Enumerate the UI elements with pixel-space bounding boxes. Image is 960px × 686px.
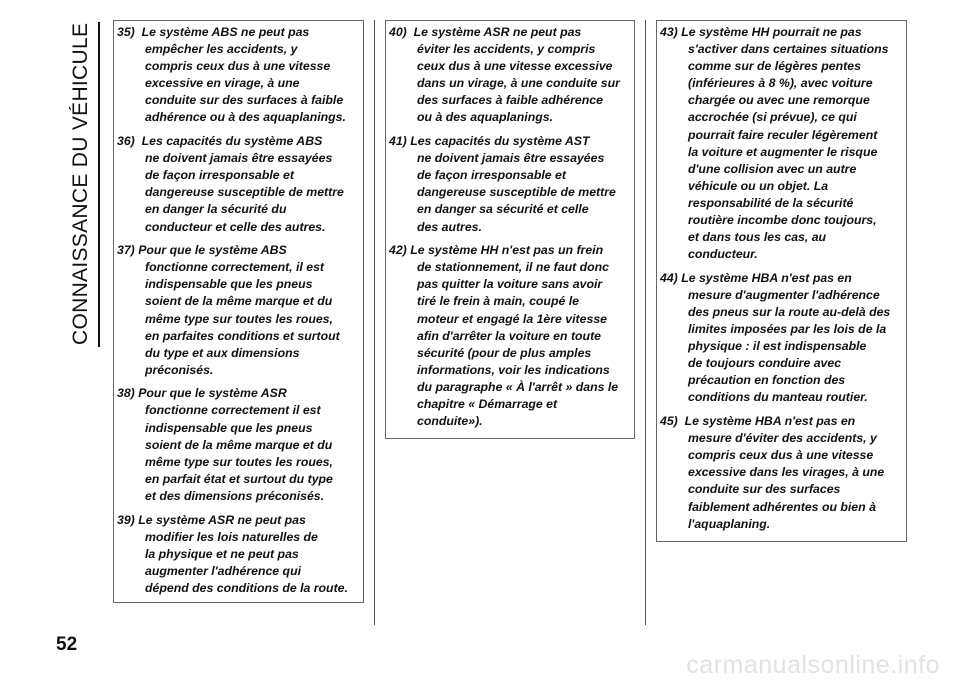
column-divider-1 xyxy=(374,20,375,625)
note-38: 38) Pour que le système ASR fonctionne correctement il est indispensable que les pneus soient de la même marque et du même type sur toutes les roues, en parfait état et surtout du type et des dimensions préconisés. xyxy=(117,386,333,503)
warning-box-3 xyxy=(656,20,907,542)
chapter-title: CONNAISSANCE DU VÉHICULE xyxy=(69,22,92,345)
note-45: 45) Le système HBA n'est pas en mesure d'éviter des accidents, y compris ceux dus à une vitesse excessive dans les virages, à une conduite sur des surfaces faiblement adhérentes ou bien à l'aquaplaning. xyxy=(660,414,885,531)
note-43: 43) Le système HH pourrait ne pas s'activer dans certaines situations comme sur de légères pentes (inférieures à 8 %), avec voiture chargée ou avec une remorque accrochée (si prévue), ce qui pourrait faire reculer légèrement la voiture et augmenter le risque d'une collision avec un autre véhicule ou un objet. La responsabilité de la sécurité routière incombe donc toujours, et dans tous les cas, au conducteur. xyxy=(660,25,889,262)
watermark: carmanualsonline.info xyxy=(686,651,940,679)
column-divider-2 xyxy=(645,20,646,625)
note-44: 44) Le système HBA n'est pas en mesure d'augmenter l'adhérence des pneus sur la route au-delà des limites imposées par les lois de la physique : il est indispensable de toujours conduire avec précaution en fonction des conditions du manteau routier. xyxy=(660,270,891,405)
note-35: 35) Le système ABS ne peut pas empêcher les accidents, y compris ceux dus à une vitesse excessive en virage, à une conduite sur des surfaces à faible adhérence ou à des aquaplanings. xyxy=(117,25,346,125)
note-36: 36) Les capacités du système ABS ne doivent jamais être essayées de façon irresponsable et dangereuse susceptible de mettre en danger la sécurité du conducteur et celle des autres. xyxy=(117,134,344,234)
note-40: 40) Le système ASR ne peut pas éviter les accidents, y compris ceux dus à une vitesse excessive dans un virage, à une conduite sur des surfaces à faible adhérence ou à des aquaplanings. xyxy=(389,25,620,125)
note-42: 42) Le système HH n'est pas un frein de stationnement, il ne faut donc pas quitter la voiture sans avoir tiré le frein à main, coupé le moteur et engagé la 1ère vitesse afin d'arrêter la voiture en toute sécurité (pour de plus amples informations, voir les indications du paragraphe « À l'arrêt » dans le chapitre « Démarrage et conduite»). xyxy=(389,243,619,429)
warning-box-2 xyxy=(385,20,635,439)
note-37: 37) Pour que le système ABS fonctionne correctement, il est indispensable que les pneus soient de la même marque et du même type sur toutes les roues, en parfaites conditions et surtout du type et aux dimensions préconisés. xyxy=(117,243,340,377)
note-41: 41) Les capacités du système AST ne doivent jamais être essayées de façon irresponsable et dangereuse susceptible de mettre en danger sa sécurité et celle des autres. xyxy=(389,134,616,234)
warning-box-1 xyxy=(113,20,364,603)
page-number: 52 xyxy=(56,634,78,655)
chapter-rule xyxy=(98,22,100,347)
note-39: 39) Le système ASR ne peut pas modifier les lois naturelles de la physique et ne peut pas augmenter l'adhérence qui dépend des conditions de la route. xyxy=(117,512,348,595)
